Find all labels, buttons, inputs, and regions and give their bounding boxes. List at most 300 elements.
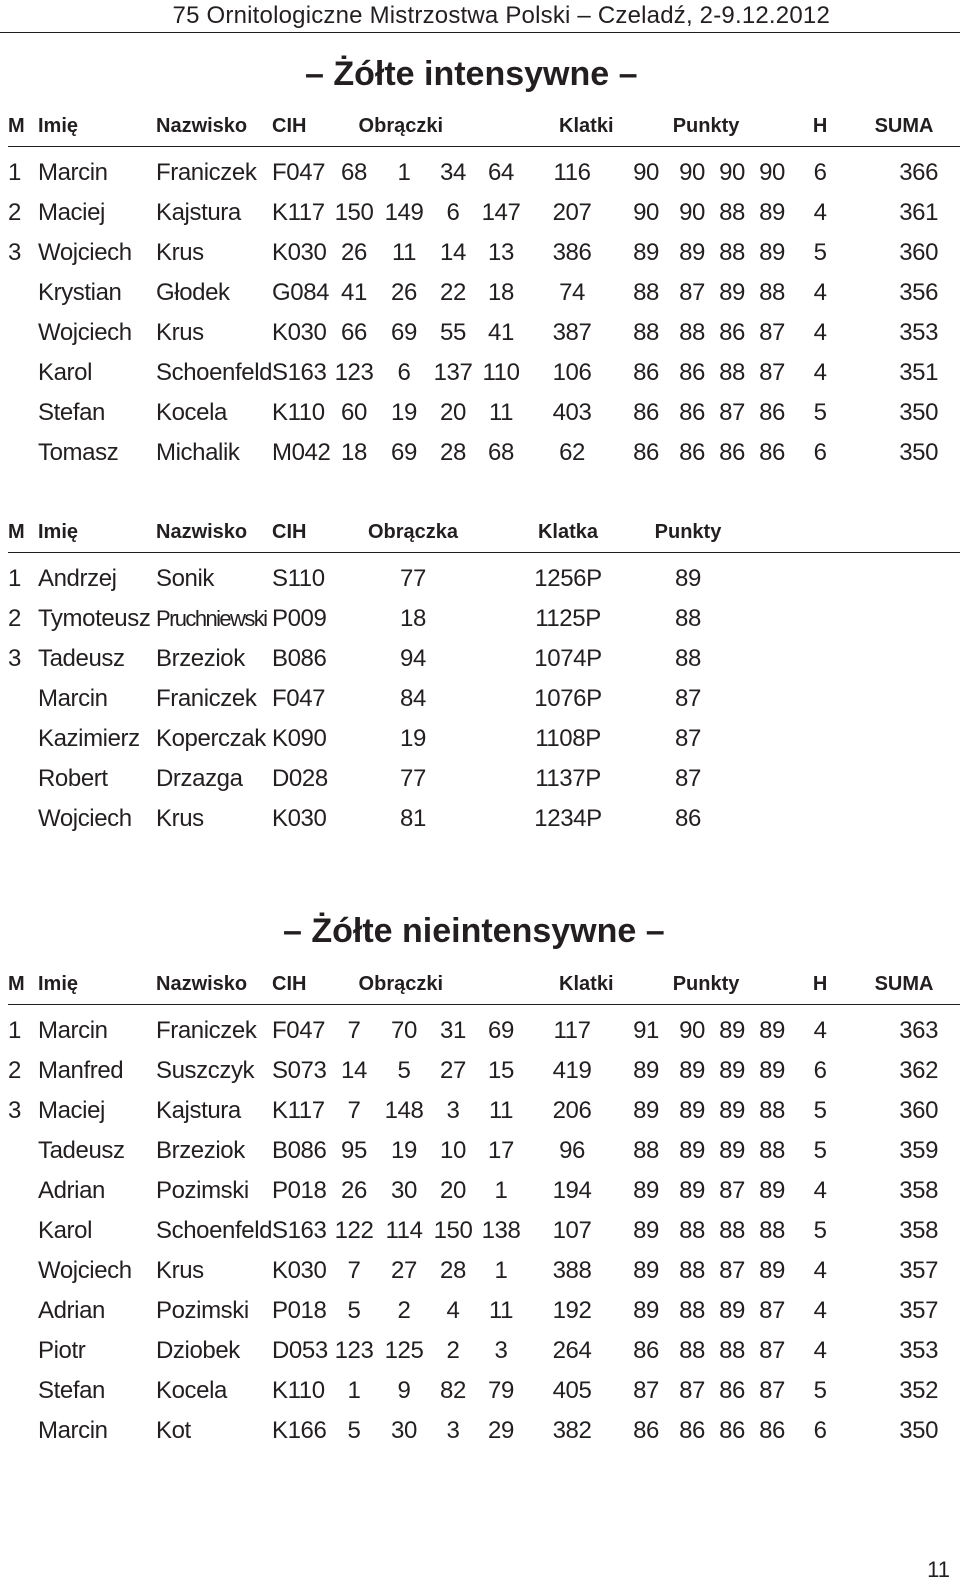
table-row (8, 1251, 960, 1291)
cell-cih: K030 (272, 1257, 327, 1284)
cell-h: 4 (813, 1017, 827, 1044)
cell-cage: 1108P (535, 725, 601, 752)
cell-first-name: Wojciech (38, 1257, 132, 1284)
cell-first-name: Maciej (38, 199, 105, 226)
cell-last-name: Kajstura (156, 1097, 241, 1124)
cell-points-2: 88 (679, 1257, 705, 1284)
cell-ring: 77 (400, 565, 426, 592)
cell-place (8, 1171, 38, 1211)
cell-first-name: Marcin (38, 685, 108, 712)
table-header-row (8, 964, 960, 1005)
table-row (8, 193, 960, 233)
cell-cih: P018 (272, 1297, 327, 1324)
cell-ring-3: 14 (440, 239, 466, 266)
cell-place (8, 313, 38, 353)
cell-points: 88 (675, 605, 701, 632)
cell-cage: 1074P (534, 645, 602, 672)
col-obraczki: Obrączki Klatki (328, 964, 620, 1005)
cell-last-name: Michalik (156, 439, 240, 466)
cell-cage: 106 (552, 359, 592, 386)
cell-first-name: Wojciech (38, 239, 132, 266)
cell-place (8, 1371, 38, 1411)
cell-place: 2 (8, 605, 21, 632)
cell-cage: 382 (552, 1417, 592, 1444)
cell-ring-2: 30 (391, 1177, 417, 1204)
cell-ring-2: 125 (384, 1337, 424, 1364)
cell-last-name: Franiczek (156, 1017, 257, 1044)
cell-first-name: Kazimierz (38, 725, 140, 752)
cell-last-name: Głodek (156, 279, 230, 306)
table-row (8, 433, 960, 473)
cell-points-4: 89 (759, 1057, 785, 1084)
cell-cih: K166 (272, 1417, 327, 1444)
cell-sum: 366 (899, 159, 939, 186)
cell-place (8, 273, 38, 313)
cell-cih: F047 (272, 159, 326, 186)
cell-first-name: Tadeusz (38, 645, 125, 672)
cell-sum: 357 (899, 1257, 939, 1284)
cell-cage: 116 (553, 159, 591, 186)
cell-first-name: Karol (38, 1217, 93, 1244)
cell-last-name: Sonik (156, 565, 215, 592)
cell-last-name: Franiczek (156, 685, 257, 712)
col-suma: SUMA (848, 964, 960, 1005)
cell-ring-2: 9 (397, 1377, 411, 1404)
table-row (8, 1411, 960, 1451)
cell-ring-1: 95 (341, 1137, 367, 1164)
cell-ring: 81 (400, 805, 426, 832)
cell-points-1: 86 (633, 1337, 659, 1364)
cell-ring-1: 41 (341, 279, 367, 306)
cell-place: 1 (8, 565, 21, 592)
cell-ring-2: 149 (384, 199, 424, 226)
cell-points-4: 87 (759, 1337, 785, 1364)
cell-points-1: 89 (633, 1097, 659, 1124)
cell-points-4: 86 (759, 399, 785, 426)
cell-ring-2: 5 (397, 1057, 411, 1084)
cell-last-name: Kajstura (156, 199, 241, 226)
cell-ring-4: 11 (488, 1097, 514, 1124)
cell-last-name: Brzeziok (156, 645, 245, 672)
cell-sum: 353 (899, 319, 939, 346)
cell-points-3: 89 (719, 1137, 745, 1164)
col-cih: CIH (272, 512, 328, 553)
cell-points-3: 86 (719, 439, 745, 466)
cell-cih: D053 (272, 1337, 328, 1364)
cell-last-name: Krus (156, 805, 204, 832)
cell-cage: 62 (559, 439, 585, 466)
cell-sum: 358 (899, 1217, 939, 1244)
cell-points-3: 89 (719, 1097, 745, 1124)
header-title: 75 Ornitologiczne Mistrzostwa Polski – Czeladź, 2-9.12.2012 (172, 2, 830, 29)
cell-ring-3: 22 (440, 279, 466, 306)
cell-ring-4: 1 (494, 1177, 508, 1204)
cell-ring-4: 18 (488, 279, 514, 306)
col-nazwisko: Nazwisko (156, 106, 272, 147)
col-h: H (792, 964, 848, 1005)
cell-points: 88 (675, 645, 701, 672)
cell-points-2: 86 (679, 439, 705, 466)
cell-points-2: 86 (679, 359, 705, 386)
cell-place: 2 (8, 199, 21, 226)
cell-cage: 387 (552, 319, 592, 346)
cell-ring-4: 64 (488, 159, 514, 186)
section-title-nieintensywne (0, 912, 960, 954)
cell-sum: 360 (899, 1097, 939, 1124)
cell-last-name: Schoenfeld (156, 359, 273, 386)
cell-cih: K030 (272, 805, 327, 832)
cell-cage: 1076P (534, 685, 602, 712)
cell-points-1: 87 (633, 1377, 659, 1404)
cell-ring-3: 20 (440, 399, 466, 426)
cell-sum: 350 (899, 439, 939, 466)
cell-cih: K090 (272, 725, 327, 752)
cell-first-name: Wojciech (38, 319, 132, 346)
cell-points-2: 88 (679, 1297, 705, 1324)
cell-cage: 388 (552, 1257, 592, 1284)
cell-place: 3 (8, 645, 21, 672)
cell-h: 5 (813, 239, 827, 266)
cell-points-4: 88 (759, 1217, 785, 1244)
cell-points-2: 87 (679, 279, 705, 306)
col-imie: Imię (38, 106, 156, 147)
cell-sum: 363 (899, 1017, 939, 1044)
cell-cih: K110 (272, 1377, 325, 1404)
table-row (8, 273, 960, 313)
cell-points-3: 86 (719, 1417, 745, 1444)
cell-first-name: Marcin (38, 1417, 108, 1444)
table-header-row (8, 106, 960, 147)
cell-points-3: 89 (719, 1297, 745, 1324)
cell-points-3: 86 (719, 1377, 745, 1404)
cell-points-3: 88 (719, 1217, 745, 1244)
cell-ring-1: 5 (347, 1297, 361, 1324)
col-m: M (8, 512, 38, 553)
section-title-text: – Żółte intensywne – (305, 55, 638, 93)
cell-points-4: 87 (759, 1297, 785, 1324)
table-row (8, 1171, 960, 1211)
cell-points-1: 88 (633, 279, 659, 306)
cell-h: 4 (813, 1257, 827, 1284)
cell-points-1: 89 (633, 1057, 659, 1084)
col-cih: CIH (272, 964, 328, 1005)
cell-last-name: Kocela (156, 1377, 227, 1404)
cell-first-name: Marcin (38, 1017, 108, 1044)
cell-first-name: Adrian (38, 1297, 105, 1324)
cell-place (8, 1331, 38, 1371)
cell-ring-3: 28 (440, 1257, 466, 1284)
cell-ring-4: 17 (488, 1137, 514, 1164)
cell-ring-1: 18 (341, 439, 367, 466)
cell-sum: 352 (899, 1377, 939, 1404)
table-row (8, 679, 960, 719)
table-row (8, 559, 960, 599)
cell-points-2: 86 (679, 399, 705, 426)
cell-cage: 1125P (535, 605, 601, 632)
cell-sum: 357 (899, 1297, 939, 1324)
cell-place: 1 (8, 159, 21, 186)
cell-points-2: 89 (679, 1097, 705, 1124)
cell-last-name: Koperczak (156, 725, 266, 752)
cell-place (8, 759, 38, 799)
cell-ring-2: 26 (391, 279, 417, 306)
cell-ring-3: 28 (440, 439, 466, 466)
cell-h: 6 (813, 1057, 827, 1084)
cell-points-3: 88 (719, 199, 745, 226)
cell-points-1: 86 (633, 399, 659, 426)
cell-points-1: 89 (633, 1217, 659, 1244)
cell-ring-2: 27 (391, 1257, 417, 1284)
table-row (8, 1331, 960, 1371)
cell-last-name: Brzeziok (156, 1137, 245, 1164)
cell-place: 3 (8, 239, 21, 266)
cell-h: 4 (813, 319, 827, 346)
cell-ring: 77 (400, 765, 426, 792)
cell-cage: 1256P (534, 565, 602, 592)
cell-cih: S110 (272, 565, 325, 592)
cell-points: 87 (675, 765, 701, 792)
cell-cage: 74 (559, 279, 585, 306)
table-row (8, 1131, 960, 1171)
col-m: M (8, 106, 38, 147)
cell-first-name: Maciej (38, 1097, 105, 1124)
cell-ring-1: 1 (347, 1377, 361, 1404)
cell-last-name: Pozimski (156, 1297, 249, 1324)
cell-ring-4: 68 (488, 439, 514, 466)
cell-points-3: 87 (719, 1257, 745, 1284)
cell-cih: F047 (272, 685, 326, 712)
cell-h: 4 (813, 1297, 827, 1324)
col-nazwisko: Nazwisko (156, 512, 272, 553)
cell-ring-4: 29 (488, 1417, 514, 1444)
cell-ring-4: 11 (488, 1297, 514, 1324)
cell-cage: 107 (552, 1217, 592, 1244)
cell-first-name: Manfred (38, 1057, 124, 1084)
cell-first-name: Tymoteusz (38, 605, 151, 632)
cell-cih: K110 (272, 399, 325, 426)
cell-ring-3: 4 (446, 1297, 460, 1324)
col-cih: CIH (272, 106, 328, 147)
cell-h: 5 (813, 1137, 827, 1164)
cell-ring: 84 (400, 685, 426, 712)
cell-first-name: Stefan (38, 1377, 105, 1404)
cell-points-1: 88 (633, 319, 659, 346)
cell-points-1: 86 (633, 1417, 659, 1444)
cell-ring: 18 (400, 605, 426, 632)
cell-cih: D028 (272, 765, 328, 792)
cell-ring-1: 5 (347, 1417, 361, 1444)
cell-first-name: Tomasz (38, 439, 119, 466)
cell-h: 4 (813, 1337, 827, 1364)
cell-cih: G084 (272, 279, 330, 306)
cell-last-name: Krus (156, 319, 204, 346)
cell-points-3: 89 (719, 279, 745, 306)
cell-h: 4 (813, 359, 827, 386)
cell-sum: 350 (899, 399, 939, 426)
cell-points-1: 88 (633, 1137, 659, 1164)
cell-ring-3: 31 (440, 1017, 466, 1044)
cell-last-name: Krus (156, 239, 204, 266)
cell-ring-2: 2 (397, 1297, 411, 1324)
cell-points-1: 89 (633, 1257, 659, 1284)
cell-ring-2: 6 (397, 359, 411, 386)
cell-h: 5 (813, 1377, 827, 1404)
cell-ring-3: 27 (440, 1057, 466, 1084)
cell-ring-2: 69 (391, 319, 417, 346)
table-row (8, 1211, 960, 1251)
cell-points-4: 88 (759, 1137, 785, 1164)
cell-points-3: 87 (719, 1177, 745, 1204)
cell-place (8, 353, 38, 393)
table-row (8, 1051, 960, 1091)
cell-points-3: 87 (719, 399, 745, 426)
cell-ring-1: 14 (341, 1057, 367, 1084)
cell-points-4: 88 (759, 1097, 785, 1124)
cell-cih: S073 (272, 1057, 327, 1084)
cell-cage: 1234P (534, 805, 602, 832)
table-row (8, 639, 960, 679)
cell-last-name: Krus (156, 1257, 204, 1284)
col-klatki: Klatki (559, 114, 614, 137)
cell-first-name: Adrian (38, 1177, 105, 1204)
cell-points: 89 (675, 565, 701, 592)
col-m: M (8, 964, 38, 1005)
cell-place: 1 (8, 1017, 21, 1044)
cell-first-name: Karol (38, 359, 93, 386)
cell-h: 5 (813, 1097, 827, 1124)
cell-sum: 359 (899, 1137, 939, 1164)
col-nazwisko: Nazwisko (156, 964, 272, 1005)
cell-points-4: 89 (759, 1177, 785, 1204)
col-punkty: Punkty (638, 512, 738, 553)
cell-points-2: 89 (679, 1177, 705, 1204)
cell-points-1: 89 (633, 239, 659, 266)
cell-ring-1: 68 (341, 159, 367, 186)
cell-ring-3: 34 (440, 159, 466, 186)
cell-cih: M042 (272, 439, 331, 466)
cell-h: 5 (813, 399, 827, 426)
cell-points-2: 89 (679, 239, 705, 266)
cell-ring-1: 60 (341, 399, 367, 426)
cell-ring-3: 137 (433, 359, 473, 386)
cell-cih: F047 (272, 1017, 326, 1044)
cell-cage: 1137P (535, 765, 601, 792)
cell-first-name: Robert (38, 765, 108, 792)
col-obraczka: Obrączka (328, 512, 498, 553)
cell-ring-2: 11 (391, 239, 417, 266)
cell-h: 4 (813, 1177, 827, 1204)
cell-points-4: 88 (759, 279, 785, 306)
cell-ring-1: 122 (334, 1217, 374, 1244)
cell-place (8, 393, 38, 433)
cell-h: 6 (813, 159, 827, 186)
cell-ring-3: 20 (440, 1177, 466, 1204)
cell-points-2: 90 (679, 159, 705, 186)
col-klatki: Klatki (559, 972, 614, 995)
cell-place: 2 (8, 1057, 21, 1084)
section-title-text: – Żółte nieintensywne – (283, 912, 665, 950)
cell-ring-3: 2 (446, 1337, 460, 1364)
cell-ring-3: 10 (440, 1137, 466, 1164)
cell-points-4: 89 (759, 199, 785, 226)
cell-points-4: 86 (759, 1417, 785, 1444)
cell-sum: 361 (899, 199, 939, 226)
cell-points: 86 (675, 805, 701, 832)
results-table-intensywne (8, 106, 960, 473)
cell-h: 4 (813, 199, 827, 226)
cell-cage: 192 (552, 1297, 592, 1324)
cell-place (8, 1291, 38, 1331)
cell-last-name: Kot (156, 1417, 191, 1444)
cell-points-2: 90 (679, 1017, 705, 1044)
cell-place (8, 719, 38, 759)
cell-ring-3: 3 (446, 1097, 460, 1124)
table-row (8, 599, 960, 639)
page-header (0, 0, 960, 33)
cell-ring-4: 110 (482, 359, 520, 386)
cell-cih: S163 (272, 359, 327, 386)
cell-sum: 358 (899, 1177, 939, 1204)
cell-sum: 351 (899, 359, 939, 386)
cell-h: 4 (813, 279, 827, 306)
table-row (8, 233, 960, 273)
cell-cage: 419 (552, 1057, 592, 1084)
cell-cih: K030 (272, 239, 327, 266)
cell-cage: 405 (552, 1377, 592, 1404)
cell-cih: B086 (272, 645, 327, 672)
cell-first-name: Piotr (38, 1337, 86, 1364)
cell-ring-2: 19 (391, 399, 417, 426)
cell-sum: 360 (899, 239, 939, 266)
cell-last-name: Kocela (156, 399, 227, 426)
cell-points-4: 90 (759, 159, 785, 186)
cell-ring-4: 13 (488, 239, 514, 266)
cell-h: 6 (813, 439, 827, 466)
cell-cage: 117 (553, 1017, 591, 1044)
cell-cih: K117 (272, 1097, 325, 1124)
cell-place: 3 (8, 1097, 21, 1124)
cell-ring-4: 1 (494, 1257, 508, 1284)
cell-points-2: 86 (679, 1417, 705, 1444)
cell-points-1: 90 (633, 159, 659, 186)
cell-first-name: Andrzej (38, 565, 117, 592)
cell-cih: S163 (272, 1217, 327, 1244)
cell-first-name: Tadeusz (38, 1137, 125, 1164)
cell-points-1: 86 (633, 359, 659, 386)
cell-place (8, 679, 38, 719)
cell-points-1: 91 (633, 1017, 659, 1044)
cell-points-2: 89 (679, 1057, 705, 1084)
cell-points-4: 87 (759, 1377, 785, 1404)
cell-points-4: 87 (759, 319, 785, 346)
cell-ring-2: 114 (385, 1217, 423, 1244)
cell-place (8, 1211, 38, 1251)
cell-sum: 353 (899, 1337, 939, 1364)
cell-points-2: 88 (679, 1217, 705, 1244)
cell-cih: K117 (272, 199, 325, 226)
table-row (8, 799, 960, 839)
cell-ring-2: 148 (384, 1097, 424, 1124)
cell-points-1: 89 (633, 1297, 659, 1324)
cell-cih: P018 (272, 1177, 327, 1204)
cell-points-1: 90 (633, 199, 659, 226)
cell-sum: 362 (899, 1057, 939, 1084)
cell-last-name: Pruchniewski (156, 606, 267, 631)
cell-points-4: 87 (759, 359, 785, 386)
cell-points-2: 87 (679, 1377, 705, 1404)
cell-points-2: 89 (679, 1137, 705, 1164)
cell-last-name: Schoenfeld (156, 1217, 273, 1244)
